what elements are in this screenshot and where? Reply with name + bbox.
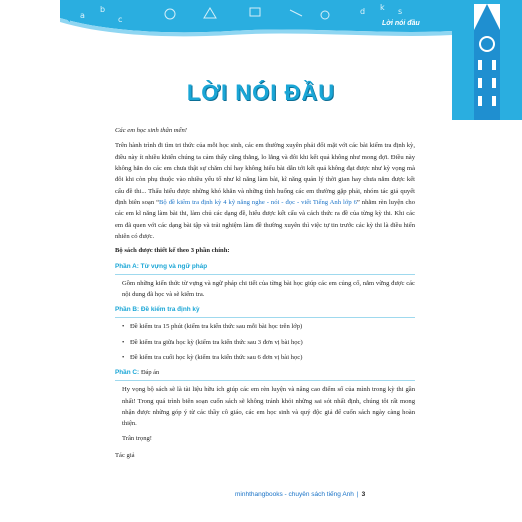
closing-paragraph: Hy vọng bộ sách sẽ là tài liệu hữu ích giúp các em rèn luyện và nâng cao điểm số của mình trong kỳ thi gần nhất! Trong quá trình biên soạn cuốn sách sẽ không tránh khỏi những sai sót nhất định, chúng tôi rất mong nhận được những góp ý từ các thầy cô giáo, các em học sinh và quý độc giả để cuốn sách ngày càng hoàn thiện. — [122, 386, 415, 428]
intro-paragraph — [115, 140, 415, 242]
corner-decoration — [0, 0, 70, 42]
structure-heading: Bộ sách được thiết kế theo 3 phần chính: — [115, 247, 230, 255]
part-b-heading — [115, 304, 415, 318]
part-a-text: Gồm những kiến thức từ vựng và ngữ pháp chi tiết của từng bài học giúp các em củng cố, nắm vững được các nội dung đã học và sẽ kiểm tra. — [122, 279, 415, 298]
svg-text:d: d — [360, 7, 366, 16]
list-item: • Đề kiểm tra giữa học kỳ (kiểm tra kiến thức sau 3 đơn vị bài học) — [122, 337, 415, 348]
part-c-text: Đáp án — [140, 369, 160, 377]
part-a-rule — [115, 274, 415, 275]
signature: Tác giả — [115, 451, 135, 459]
list-item: • Đề kiểm tra 15 phút (kiểm tra kiến thức sau mỗi bài học trên lớp) — [122, 321, 415, 332]
svg-text:c: c — [118, 15, 123, 24]
page-title: LỜI NÓI ĐẦU — [186, 80, 336, 105]
footer-text: minhthangbooks - chuyên sách tiếng Anh — [235, 491, 354, 498]
part-b-title: Phần B: Đề kiểm tra định kỳ — [115, 306, 200, 314]
part-b-list — [115, 321, 415, 363]
part-c-heading — [115, 367, 415, 381]
svg-text:k: k — [380, 3, 385, 12]
part-c-title: Phần C: — [115, 369, 140, 377]
list-item: • Đề kiểm tra cuối học kỳ (kiểm tra kiến thức sau 6 đơn vị bài học) — [122, 352, 415, 363]
footer-separator: | — [356, 491, 359, 498]
page-number: 3 — [361, 491, 366, 498]
header-section-label: Lời nói đầu — [382, 20, 420, 27]
regards: Trân trọng! — [122, 434, 152, 442]
svg-text:s: s — [398, 7, 403, 16]
book-title: Bộ đề kiểm tra định kỳ 4 kỹ năng nghe - nói - đọc - viết Tiếng Anh lớp 6 — [159, 198, 357, 206]
part-c-rule — [115, 380, 415, 381]
preface-body — [115, 125, 415, 464]
intro-text-end: ” nhằm rèn luyện cho các em kĩ năng làm bài thi, làm chủ các dạng đề, hiểu được kết cấu và cách thức ra đề của từng kỳ thi. Khi các em đã quen với các dạng bài tập và trải nghiệm làm đề thường xuyên thì việc tự tin trước các kỳ thi là điều hiển nhiên có được. — [115, 198, 415, 240]
greeting: Các em học sinh thân mến! — [115, 127, 187, 134]
part-a-title: Phần A: Từ vựng và ngữ pháp — [115, 262, 208, 270]
page-footer — [235, 491, 365, 498]
svg-text:b: b — [100, 5, 106, 14]
intro-text: Trên hành trình đi tìm tri thức của mỗi học sinh, các em thường xuyên phải đối mặt với các bài kiểm tra định kỳ, điều này ít nhiều khiến chúng ta cảm thấy căng thẳng, lo lắng và đôi khi kết quả không như mong đợi. Điều này không hẳn do các em chưa thật sự chăm chỉ hay không hiểu bài dẫn tới kết quả không đạt được như kỳ vọng mà đôi khi còn phụ thuộc vào nhiều yếu tố như kĩ năng làm bài, kĩ năng quản lý thời gian hay chưa nắm được kết cấu đề thi... Thấu hiểu được những khó khăn và những tình huống các em thường gặp phải, nhóm tác giả quyết định biên soạn “ — [115, 142, 415, 206]
svg-text:a: a — [80, 11, 85, 20]
part-b-rule — [115, 317, 415, 318]
part-a-heading — [115, 261, 415, 275]
